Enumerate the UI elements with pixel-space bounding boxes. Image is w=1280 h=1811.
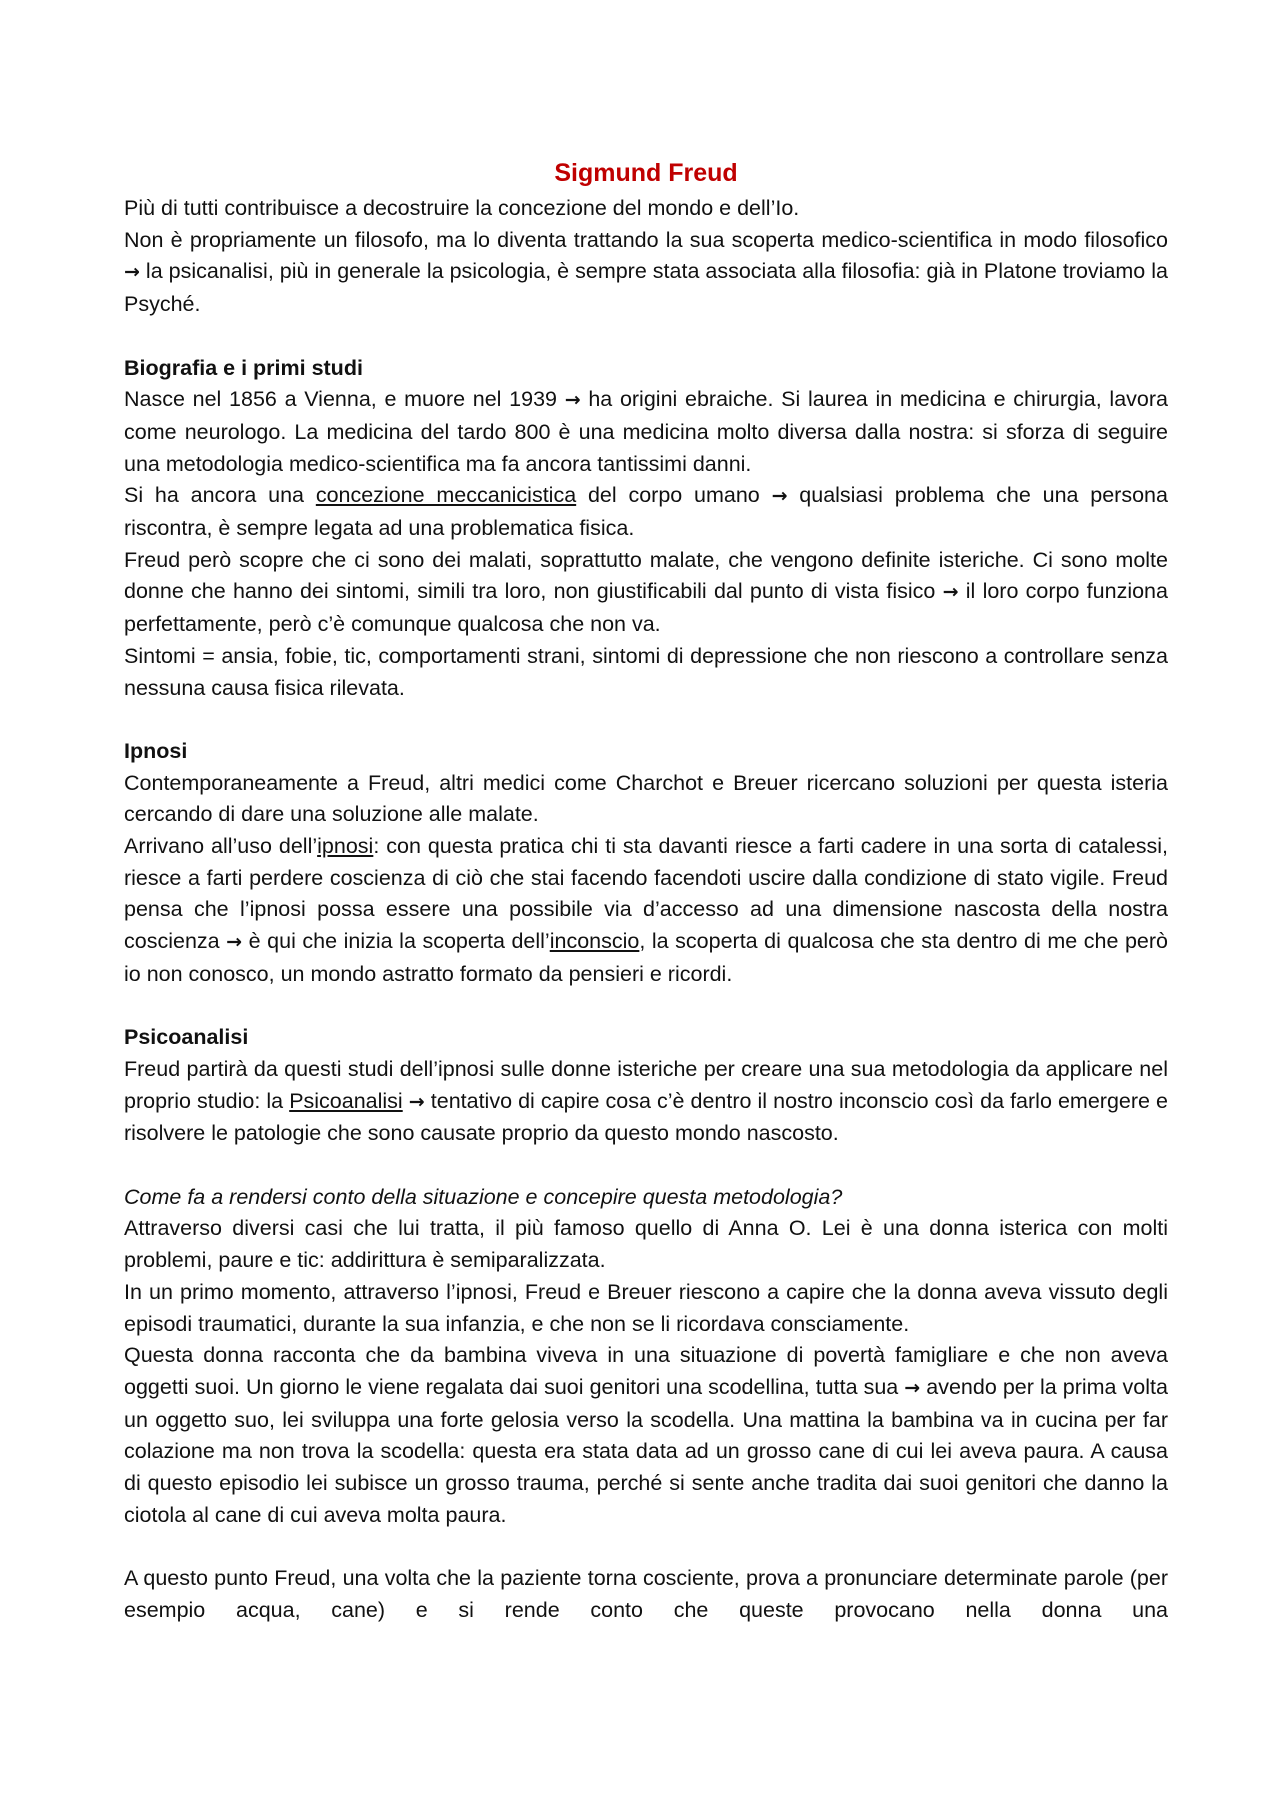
intro-text: la psicanalisi, più in generale la psicologia, è sempre stata associata alla filosofia: già in Platone troviamo la Psyché.: [124, 259, 1168, 317]
paragraph-gap: [124, 1150, 1168, 1182]
come-paragraph-2: In un primo momento, attraverso l’ipnosi, Freud e Breuer riescono a capire che la donna aveva vissuto degli episodi traumatici, durante la sua infanzia, e che non se li ricordava consciamente.: [124, 1279, 1168, 1336]
body-text: Si ha ancora una: [124, 483, 305, 508]
body-text: : con questa pratica chi ti sta davanti riesce a farti cadere in una sorta di catalessi, riesce a farti perdere coscienza di ciò che stai facendo facendoti uscire dalla condizione di stato vigile. Freud pensa che l’ipnosi possa essere una possibile via d’accesso ad una dimensione nascosta della nostra coscienza: [124, 834, 1169, 954]
underlined-term: inconscio: [549, 929, 640, 954]
underlined-term: ipnosi: [317, 834, 374, 859]
come-paragraph-3: [124, 1340, 1168, 1531]
intro-text: Non è propriamente un filosofo, ma lo diventa trattando la sua scoperta medico-scientifica in modo filosofico: [124, 227, 1168, 252]
document-title: Sigmund Freud: [554, 159, 738, 187]
body-text: Questa donna racconta che da bambina viveva in una situazione di povertà famigliare e che non aveva oggetti suoi. Un giorno le viene regalata dai suoi genitori una scodellina, tutta sua: [124, 1343, 1168, 1399]
body-text: del corpo umano: [587, 483, 760, 508]
body-text: qualsiasi problema che una persona riscontra, è sempre legata ad una problematica fisica.: [124, 483, 1168, 541]
arrow-right-icon: →: [904, 1376, 921, 1399]
ipnosi-paragraph-2: [124, 831, 1168, 991]
body-text: tentativo di capire cosa c’è dentro il nostro inconscio così da farlo emergere e risolvere le patologie che sono causate proprio da questo mondo nascosto.: [124, 1088, 1168, 1146]
document-page: [124, 158, 1168, 1627]
underlined-term: concezione meccanicistica: [315, 483, 577, 508]
body-text: avendo per la prima volta un oggetto suo, lei sviluppa una forte gelosia verso la scodella. Una mattina la bambina va in cucina per far colazione ma non trova la scodella: questa era stata data ad un grosso cane di cui lei aveva paura. A causa di questo episodio lei subisce un grosso trauma, perché si sente anche tradita dai suoi genitori che danno la ciotola al cane di cui aveva molta paura.: [124, 1374, 1168, 1527]
paragraph-gap: [124, 991, 1168, 1023]
paragraph-gap: [124, 321, 1168, 353]
body-text: Freud però scopre che ci sono dei malati, soprattutto malate, che vengono definite isteriche. Ci sono molte donne che hanno dei sintomi, simili tra loro, non giustificabili dal punto di vista fisico: [124, 547, 1168, 604]
biografia-paragraph-4: Sintomi = ansia, fobie, tic, comportamenti strani, sintomi di depressione che non riescono a controllare senza nessuna causa fisica rilevata.: [124, 643, 1168, 700]
section-heading-ipnosi: Ipnosi: [124, 738, 188, 763]
intro-paragraph-1: Più di tutti contribuisce a decostruire la concezione del mondo e dell’Io.: [124, 196, 800, 220]
section-question: Come fa a rendersi conto della situazione e concepire questa metodologia?: [124, 1184, 843, 1209]
arrow-right-icon: →: [226, 931, 243, 954]
body-text: il loro corpo funziona perfettamente, però c’è comunque qualcosa che non va.: [124, 579, 1168, 637]
body-text: Nasce nel 1856 a Vienna, e muore nel 1939: [124, 387, 557, 412]
paragraph-gap: [124, 704, 1168, 736]
body-text: Arrivano all’uso dell’: [124, 834, 318, 859]
arrow-right-icon: →: [942, 581, 959, 604]
arrow-right-icon: →: [771, 485, 788, 508]
underlined-term: Psicoanalisi: [289, 1088, 403, 1113]
come-paragraph-1: Attraverso diversi casi che lui tratta, il più famoso quello di Anna O. Lei è una donna isterica con molti problemi, paure e tic: addirittura è semiparalizzata.: [124, 1216, 1168, 1273]
finale-paragraph-1: A questo punto Freud, una volta che la paziente torna cosciente, prova a pronunciare determinate parole (per esempio acqua, cane) e si rende conto che queste provocano nella donna una: [124, 1566, 1168, 1622]
ipnosi-paragraph-1: Contemporaneamente a Freud, altri medici come Charchot e Breuer ricercano soluzioni per questa isteria cercando di dare una soluzione alle malate.: [124, 770, 1168, 827]
psicoanalisi-paragraph-1: [124, 1054, 1168, 1150]
body-text: è qui che inizia la scoperta dell’: [248, 929, 550, 954]
biografia-paragraph-3: [124, 545, 1168, 641]
arrow-right-icon: →: [408, 1090, 425, 1113]
intro-paragraph-2: [124, 225, 1168, 321]
arrow-right-icon: →: [124, 261, 140, 284]
body-text: ha origini ebraiche. Si laurea in medicina e chirurgia, lavora come neurologo. La medicina del tardo 800 è una medicina molto diversa dalla nostra: si sforza di seguire una metodologia medico-scientifica ma fa ancora tantissimi danni.: [124, 387, 1168, 476]
biografia-paragraph-1: [124, 384, 1168, 480]
body-text: Freud partirà da questi studi dell’ipnosi sulle donne isteriche per creare una sua metodologia da applicare nel proprio studio: la: [124, 1056, 1168, 1113]
section-heading-biografia: Biografia e i primi studi: [124, 355, 363, 380]
biografia-paragraph-2: [124, 480, 1168, 544]
arrow-right-icon: →: [564, 389, 581, 412]
body-text: , la scoperta di qualcosa che sta dentro di me che però io non conosco, un mondo astratto formato da pensieri e ricordi.: [124, 929, 1168, 986]
section-heading-psicoanalisi: Psicoanalisi: [124, 1025, 249, 1050]
paragraph-gap: [124, 1531, 1168, 1563]
